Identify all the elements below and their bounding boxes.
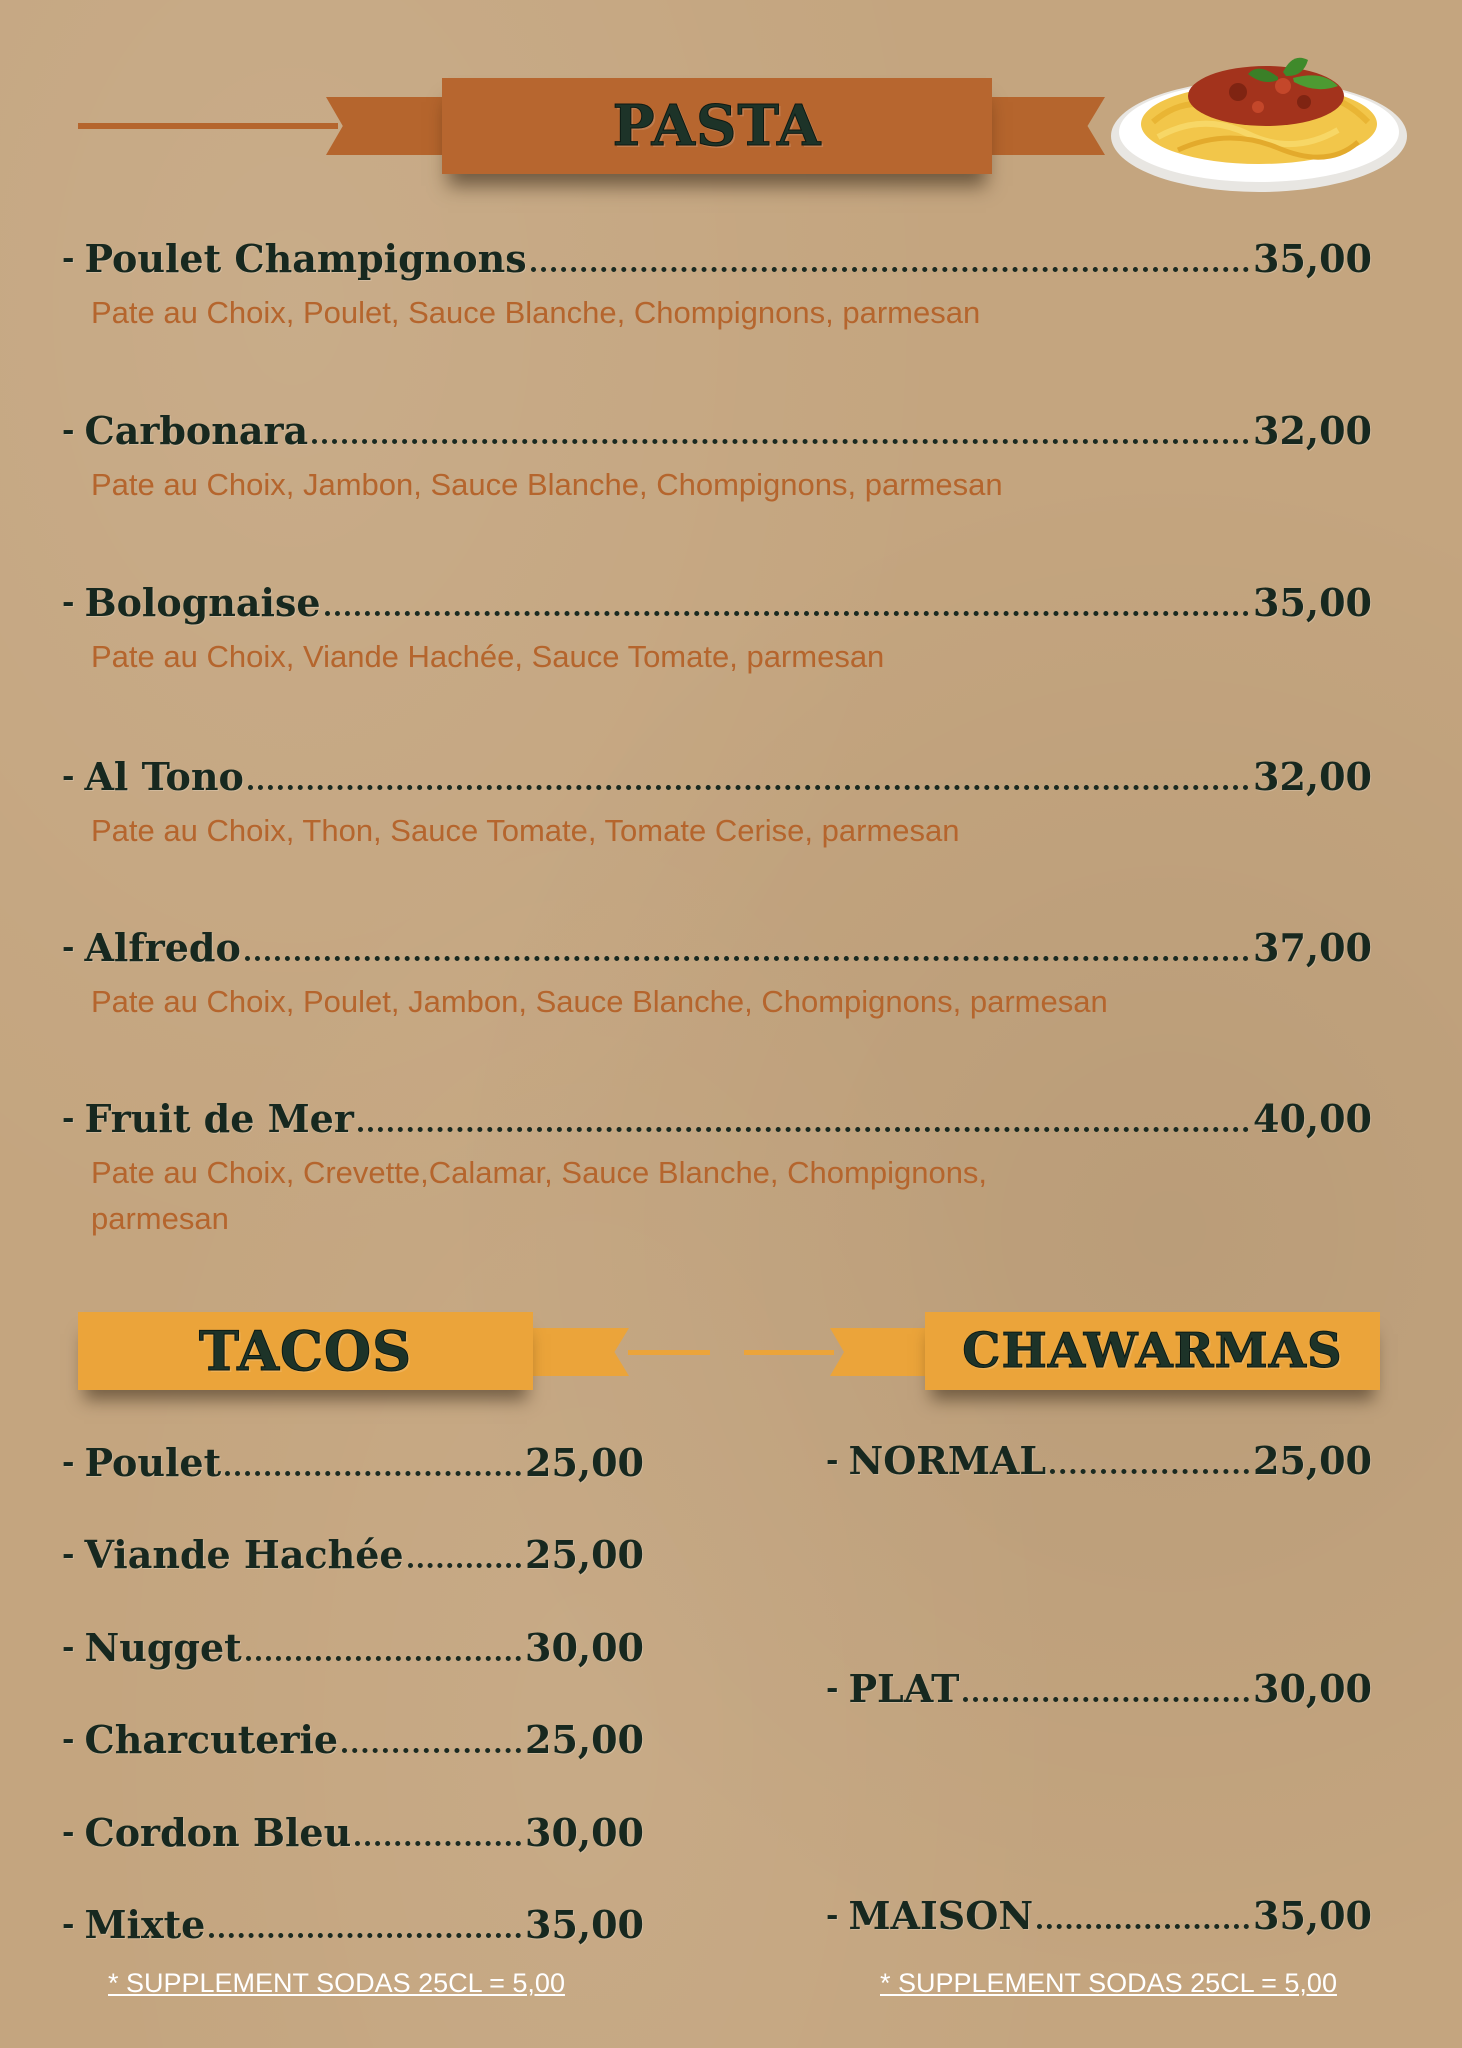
dotted-leader <box>963 1697 1249 1702</box>
item-dash: - <box>62 241 75 276</box>
chawarmas-item-normal <box>826 1438 1372 1484</box>
tacos-title: TACOS <box>198 1319 413 1383</box>
pasta-banner-ribbon-left <box>326 97 446 155</box>
item-price: 25,00 <box>525 1440 644 1485</box>
pasta-banner <box>442 78 992 174</box>
item-name: Poulet Champignons <box>84 236 527 281</box>
dotted-leader <box>408 1563 521 1568</box>
dotted-leader <box>325 611 1249 616</box>
item-name: MAISON <box>848 1893 1034 1938</box>
item-description: Pate au Choix, Poulet, Jambon, Sauce Blanche, Chompignons, parmesan <box>91 984 1108 1019</box>
item-price: 32,00 <box>1253 754 1372 799</box>
item-name: Fruit de Mer <box>84 1096 354 1141</box>
item-dash: - <box>826 1671 839 1706</box>
item-name: Charcuterie <box>84 1717 339 1762</box>
item-price: 30,00 <box>525 1625 644 1670</box>
item-name: PLAT <box>848 1666 960 1711</box>
item-name: Poulet <box>84 1440 222 1485</box>
item-price: 32,00 <box>1253 408 1372 453</box>
chawarmas-title: CHAWARMAS <box>962 1323 1343 1379</box>
chawarmas-banner-ribbon <box>830 1328 930 1376</box>
item-price: 35,00 <box>525 1902 644 1947</box>
dotted-leader <box>355 1841 521 1846</box>
dotted-leader <box>312 439 1249 444</box>
pasta-banner-ribbon-right <box>980 97 1105 155</box>
item-name: NORMAL <box>848 1438 1047 1483</box>
item-name: Alfredo <box>84 925 241 970</box>
item-dash: - <box>62 1537 75 1572</box>
item-dash: - <box>62 413 75 448</box>
tacos-item-nugget <box>62 1625 644 1671</box>
item-dash: - <box>62 1907 75 1942</box>
item-dash: - <box>826 1443 839 1478</box>
tacos-item-viande-hachee <box>62 1532 644 1578</box>
item-name: Al Tono <box>84 754 244 799</box>
item-price: 35,00 <box>1253 580 1372 625</box>
item-dash: - <box>826 1898 839 1933</box>
dotted-leader <box>209 1933 521 1938</box>
item-price: 35,00 <box>1253 236 1372 281</box>
pasta-item-fruit-de-mer <box>62 1096 1372 1242</box>
item-dash: - <box>62 930 75 965</box>
item-name: Cordon Bleu <box>84 1810 352 1855</box>
pasta-item-poulet-champignons <box>62 236 1372 336</box>
item-dash: - <box>62 1815 75 1850</box>
pasta-item-carbonara <box>62 408 1372 508</box>
item-price: 37,00 <box>1253 925 1372 970</box>
item-dash: - <box>62 1445 75 1480</box>
dotted-leader <box>246 1656 521 1661</box>
dotted-leader <box>225 1471 521 1476</box>
pasta-banner-line <box>78 123 338 129</box>
chawarmas-banner-line <box>744 1350 834 1355</box>
tacos-item-charcuterie <box>62 1717 644 1763</box>
item-dash: - <box>62 1101 75 1136</box>
pasta-title: PASTA <box>612 93 822 159</box>
dotted-leader <box>358 1127 1249 1132</box>
item-name: Mixte <box>84 1902 206 1947</box>
item-description: Pate au Choix, Thon, Sauce Tomate, Tomate Cerise, parmesan <box>91 813 960 848</box>
item-price: 25,00 <box>525 1532 644 1577</box>
item-name: Bolognaise <box>84 580 321 625</box>
item-price: 25,00 <box>1253 1438 1372 1483</box>
tacos-banner <box>78 1312 533 1390</box>
item-description: Pate au Choix, Poulet, Sauce Blanche, Chompignons, parmesan <box>91 295 981 330</box>
dotted-leader <box>248 785 1249 790</box>
item-name: Carbonara <box>84 408 309 453</box>
item-price: 25,00 <box>525 1717 644 1762</box>
tacos-banner-line <box>628 1350 710 1355</box>
dotted-leader <box>245 956 1249 961</box>
item-name: Nugget <box>84 1625 242 1670</box>
item-price: 30,00 <box>1253 1666 1372 1711</box>
item-description: Pate au Choix, Jambon, Sauce Blanche, Chompignons, parmesan <box>91 467 1003 502</box>
pasta-item-al-tono <box>62 754 1372 854</box>
item-dash: - <box>62 759 75 794</box>
dotted-leader <box>1037 1924 1249 1929</box>
tacos-banner-ribbon <box>525 1328 629 1376</box>
dotted-leader <box>531 267 1249 272</box>
pasta-item-alfredo <box>62 925 1372 1025</box>
dotted-leader <box>342 1748 521 1753</box>
tacos-supplement-note: * SUPPLEMENT SODAS 25CL = 5,00 <box>108 1968 565 1998</box>
chawarmas-banner <box>925 1312 1380 1390</box>
tacos-item-poulet <box>62 1440 644 1486</box>
chawarmas-item-plat <box>826 1666 1372 1712</box>
item-name: Viande Hachée <box>84 1532 404 1577</box>
item-price: 35,00 <box>1253 1893 1372 1938</box>
chawarmas-item-maison <box>826 1893 1372 1939</box>
tacos-item-cordon-bleu <box>62 1810 644 1856</box>
pasta-plate-icon <box>1108 52 1410 194</box>
pasta-item-bolognaise <box>62 580 1372 680</box>
item-description: Pate au Choix, Crevette,Calamar, Sauce Blanche, Chompignons, parmesan <box>91 1155 988 1236</box>
item-price: 30,00 <box>525 1810 644 1855</box>
chawarmas-supplement-note: * SUPPLEMENT SODAS 25CL = 5,00 <box>880 1968 1337 1998</box>
item-dash: - <box>62 1630 75 1665</box>
tacos-item-mixte <box>62 1902 644 1948</box>
item-dash: - <box>62 1722 75 1757</box>
dotted-leader <box>1050 1469 1249 1474</box>
item-price: 40,00 <box>1253 1096 1372 1141</box>
item-description: Pate au Choix, Viande Hachée, Sauce Tomate, parmesan <box>91 639 885 674</box>
item-dash: - <box>62 585 75 620</box>
